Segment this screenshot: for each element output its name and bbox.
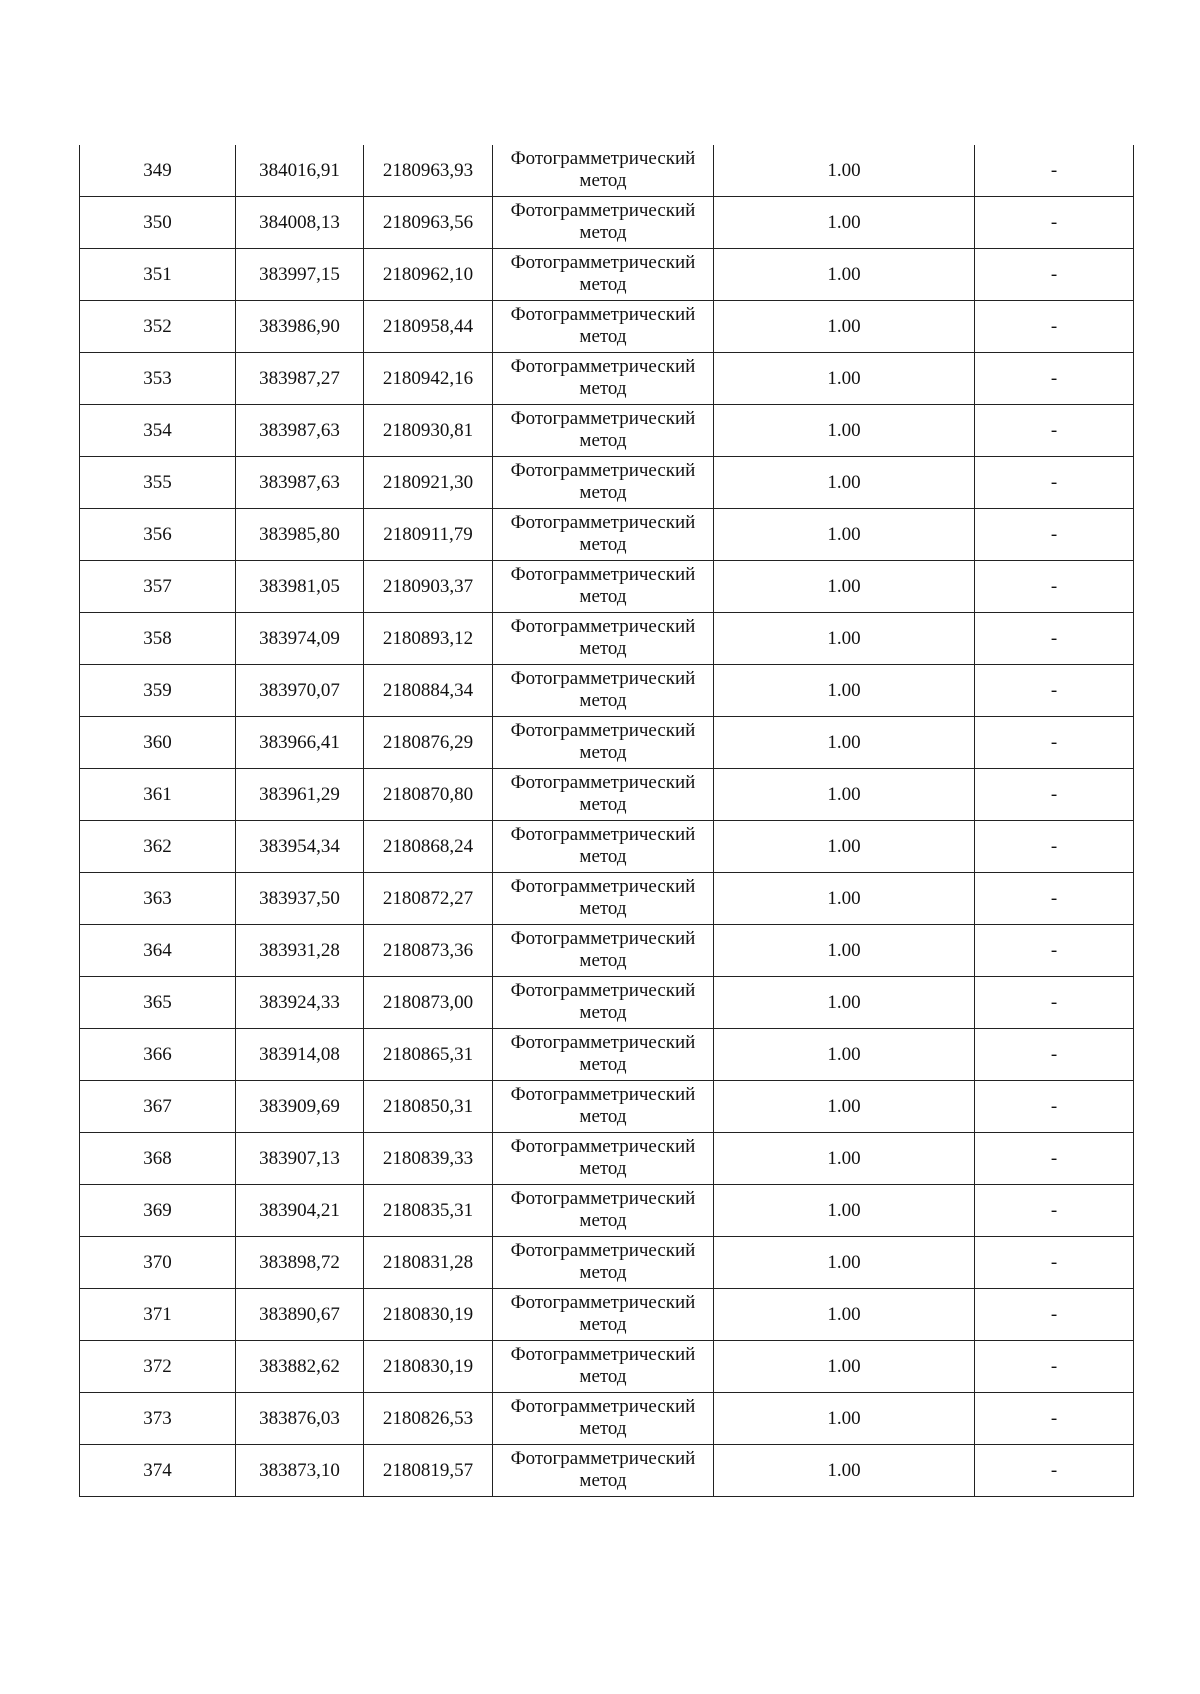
method-line-1: Фотограмметрический bbox=[510, 251, 696, 273]
accuracy-cell: 1.00 bbox=[714, 1185, 975, 1237]
x-coordinate-cell: 383981,05 bbox=[236, 561, 364, 613]
x-coordinate-cell: 383890,67 bbox=[236, 1289, 364, 1341]
point-number-cell: 367 bbox=[80, 1081, 236, 1133]
method-line-2: метод bbox=[579, 845, 627, 867]
method-cell bbox=[493, 145, 714, 197]
method-line-1: Фотограмметрический bbox=[510, 875, 696, 897]
method-line-2: метод bbox=[579, 325, 627, 347]
note-cell: - bbox=[975, 977, 1134, 1029]
x-coordinate-cell: 383970,07 bbox=[236, 665, 364, 717]
table-row bbox=[80, 509, 1134, 561]
method-line-2: метод bbox=[579, 1365, 627, 1387]
note-cell: - bbox=[975, 197, 1134, 249]
method-line-1: Фотограмметрический bbox=[510, 1083, 696, 1105]
method-cell bbox=[493, 821, 714, 873]
method-line-1: Фотограмметрический bbox=[510, 1343, 696, 1365]
table-row bbox=[80, 1185, 1134, 1237]
method-line-2: метод bbox=[579, 273, 627, 295]
accuracy-cell: 1.00 bbox=[714, 353, 975, 405]
method-line-2: метод bbox=[579, 1313, 627, 1335]
method-cell bbox=[493, 665, 714, 717]
y-coordinate-cell: 2180903,37 bbox=[364, 561, 493, 613]
table-row bbox=[80, 1029, 1134, 1081]
table-row bbox=[80, 925, 1134, 977]
method-line-2: метод bbox=[579, 793, 627, 815]
method-line-1: Фотограмметрический bbox=[510, 511, 696, 533]
x-coordinate-cell: 383924,33 bbox=[236, 977, 364, 1029]
method-line-2: метод bbox=[579, 377, 627, 399]
table-row bbox=[80, 1341, 1134, 1393]
point-number-cell: 350 bbox=[80, 197, 236, 249]
method-line-2: метод bbox=[579, 169, 627, 191]
note-cell: - bbox=[975, 145, 1134, 197]
accuracy-cell: 1.00 bbox=[714, 145, 975, 197]
accuracy-cell: 1.00 bbox=[714, 613, 975, 665]
table-row bbox=[80, 561, 1134, 613]
method-cell bbox=[493, 1081, 714, 1133]
method-cell bbox=[493, 613, 714, 665]
y-coordinate-cell: 2180876,29 bbox=[364, 717, 493, 769]
method-line-1: Фотограмметрический bbox=[510, 1135, 696, 1157]
y-coordinate-cell: 2180835,31 bbox=[364, 1185, 493, 1237]
method-line-1: Фотограмметрический bbox=[510, 1395, 696, 1417]
accuracy-cell: 1.00 bbox=[714, 561, 975, 613]
point-number-cell: 370 bbox=[80, 1237, 236, 1289]
y-coordinate-cell: 2180819,57 bbox=[364, 1445, 493, 1497]
method-line-1: Фотограмметрический bbox=[510, 927, 696, 949]
table-row bbox=[80, 457, 1134, 509]
note-cell: - bbox=[975, 925, 1134, 977]
note-cell: - bbox=[975, 1081, 1134, 1133]
method-cell bbox=[493, 509, 714, 561]
table-row bbox=[80, 613, 1134, 665]
method-line-2: метод bbox=[579, 1261, 627, 1283]
note-cell: - bbox=[975, 405, 1134, 457]
method-cell bbox=[493, 925, 714, 977]
accuracy-cell: 1.00 bbox=[714, 977, 975, 1029]
x-coordinate-cell: 383974,09 bbox=[236, 613, 364, 665]
table-row bbox=[80, 1133, 1134, 1185]
method-line-1: Фотограмметрический bbox=[510, 407, 696, 429]
table-row bbox=[80, 1393, 1134, 1445]
x-coordinate-cell: 384016,91 bbox=[236, 145, 364, 197]
note-cell: - bbox=[975, 665, 1134, 717]
method-cell bbox=[493, 561, 714, 613]
x-coordinate-cell: 383954,34 bbox=[236, 821, 364, 873]
table-row bbox=[80, 821, 1134, 873]
note-cell: - bbox=[975, 1341, 1134, 1393]
method-line-1: Фотограмметрический bbox=[510, 1031, 696, 1053]
accuracy-cell: 1.00 bbox=[714, 717, 975, 769]
note-cell: - bbox=[975, 1445, 1134, 1497]
note-cell: - bbox=[975, 301, 1134, 353]
method-line-1: Фотограмметрический bbox=[510, 303, 696, 325]
point-number-cell: 351 bbox=[80, 249, 236, 301]
method-line-1: Фотограмметрический bbox=[510, 1239, 696, 1261]
x-coordinate-cell: 383876,03 bbox=[236, 1393, 364, 1445]
method-line-1: Фотограмметрический bbox=[510, 1187, 696, 1209]
method-line-2: метод bbox=[579, 585, 627, 607]
point-number-cell: 368 bbox=[80, 1133, 236, 1185]
method-line-1: Фотограмметрический bbox=[510, 615, 696, 637]
method-cell bbox=[493, 1185, 714, 1237]
accuracy-cell: 1.00 bbox=[714, 249, 975, 301]
x-coordinate-cell: 383987,63 bbox=[236, 405, 364, 457]
method-line-1: Фотограмметрический bbox=[510, 199, 696, 221]
method-line-1: Фотограмметрический bbox=[510, 1291, 696, 1313]
point-number-cell: 366 bbox=[80, 1029, 236, 1081]
table-row bbox=[80, 405, 1134, 457]
accuracy-cell: 1.00 bbox=[714, 509, 975, 561]
method-cell bbox=[493, 1029, 714, 1081]
note-cell: - bbox=[975, 249, 1134, 301]
method-line-2: метод bbox=[579, 1001, 627, 1023]
coordinates-table bbox=[79, 145, 1134, 1497]
accuracy-cell: 1.00 bbox=[714, 665, 975, 717]
x-coordinate-cell: 383997,15 bbox=[236, 249, 364, 301]
table-row bbox=[80, 301, 1134, 353]
accuracy-cell: 1.00 bbox=[714, 405, 975, 457]
note-cell: - bbox=[975, 613, 1134, 665]
y-coordinate-cell: 2180826,53 bbox=[364, 1393, 493, 1445]
method-line-1: Фотограмметрический bbox=[510, 667, 696, 689]
method-line-1: Фотограмметрический bbox=[510, 355, 696, 377]
method-line-1: Фотограмметрический bbox=[510, 563, 696, 585]
x-coordinate-cell: 383931,28 bbox=[236, 925, 364, 977]
method-line-1: Фотограмметрический bbox=[510, 1447, 696, 1469]
method-line-2: метод bbox=[579, 637, 627, 659]
accuracy-cell: 1.00 bbox=[714, 769, 975, 821]
y-coordinate-cell: 2180839,33 bbox=[364, 1133, 493, 1185]
method-line-2: метод bbox=[579, 429, 627, 451]
y-coordinate-cell: 2180884,34 bbox=[364, 665, 493, 717]
point-number-cell: 352 bbox=[80, 301, 236, 353]
table-row bbox=[80, 1081, 1134, 1133]
table-row bbox=[80, 1237, 1134, 1289]
method-cell bbox=[493, 301, 714, 353]
x-coordinate-cell: 383914,08 bbox=[236, 1029, 364, 1081]
point-number-cell: 364 bbox=[80, 925, 236, 977]
note-cell: - bbox=[975, 457, 1134, 509]
x-coordinate-cell: 383987,63 bbox=[236, 457, 364, 509]
x-coordinate-cell: 384008,13 bbox=[236, 197, 364, 249]
point-number-cell: 360 bbox=[80, 717, 236, 769]
method-line-2: метод bbox=[579, 741, 627, 763]
y-coordinate-cell: 2180893,12 bbox=[364, 613, 493, 665]
note-cell: - bbox=[975, 873, 1134, 925]
point-number-cell: 356 bbox=[80, 509, 236, 561]
point-number-cell: 358 bbox=[80, 613, 236, 665]
method-cell bbox=[493, 717, 714, 769]
note-cell: - bbox=[975, 1029, 1134, 1081]
y-coordinate-cell: 2180921,30 bbox=[364, 457, 493, 509]
point-number-cell: 357 bbox=[80, 561, 236, 613]
x-coordinate-cell: 383987,27 bbox=[236, 353, 364, 405]
point-number-cell: 363 bbox=[80, 873, 236, 925]
x-coordinate-cell: 383873,10 bbox=[236, 1445, 364, 1497]
method-cell bbox=[493, 457, 714, 509]
point-number-cell: 362 bbox=[80, 821, 236, 873]
method-line-1: Фотограмметрический bbox=[510, 719, 696, 741]
point-number-cell: 353 bbox=[80, 353, 236, 405]
method-cell bbox=[493, 1393, 714, 1445]
y-coordinate-cell: 2180963,93 bbox=[364, 145, 493, 197]
note-cell: - bbox=[975, 509, 1134, 561]
accuracy-cell: 1.00 bbox=[714, 1445, 975, 1497]
method-cell bbox=[493, 977, 714, 1029]
accuracy-cell: 1.00 bbox=[714, 1237, 975, 1289]
method-cell bbox=[493, 873, 714, 925]
method-cell bbox=[493, 405, 714, 457]
point-number-cell: 359 bbox=[80, 665, 236, 717]
table-row bbox=[80, 145, 1134, 197]
point-number-cell: 369 bbox=[80, 1185, 236, 1237]
y-coordinate-cell: 2180942,16 bbox=[364, 353, 493, 405]
y-coordinate-cell: 2180830,19 bbox=[364, 1341, 493, 1393]
x-coordinate-cell: 383966,41 bbox=[236, 717, 364, 769]
method-cell bbox=[493, 1237, 714, 1289]
method-line-2: метод bbox=[579, 1053, 627, 1075]
method-line-2: метод bbox=[579, 897, 627, 919]
accuracy-cell: 1.00 bbox=[714, 873, 975, 925]
method-line-2: метод bbox=[579, 1105, 627, 1127]
method-line-1: Фотограмметрический bbox=[510, 979, 696, 1001]
table-row bbox=[80, 1289, 1134, 1341]
method-cell bbox=[493, 769, 714, 821]
method-line-2: метод bbox=[579, 1209, 627, 1231]
note-cell: - bbox=[975, 821, 1134, 873]
x-coordinate-cell: 383961,29 bbox=[236, 769, 364, 821]
point-number-cell: 355 bbox=[80, 457, 236, 509]
accuracy-cell: 1.00 bbox=[714, 925, 975, 977]
y-coordinate-cell: 2180870,80 bbox=[364, 769, 493, 821]
y-coordinate-cell: 2180873,36 bbox=[364, 925, 493, 977]
accuracy-cell: 1.00 bbox=[714, 1341, 975, 1393]
method-cell bbox=[493, 1445, 714, 1497]
note-cell: - bbox=[975, 1237, 1134, 1289]
table-row bbox=[80, 873, 1134, 925]
method-cell bbox=[493, 353, 714, 405]
x-coordinate-cell: 383904,21 bbox=[236, 1185, 364, 1237]
point-number-cell: 365 bbox=[80, 977, 236, 1029]
x-coordinate-cell: 383882,62 bbox=[236, 1341, 364, 1393]
method-line-1: Фотограмметрический bbox=[510, 771, 696, 793]
note-cell: - bbox=[975, 1185, 1134, 1237]
x-coordinate-cell: 383907,13 bbox=[236, 1133, 364, 1185]
method-cell bbox=[493, 249, 714, 301]
method-line-2: метод bbox=[579, 481, 627, 503]
method-line-1: Фотограмметрический bbox=[510, 459, 696, 481]
note-cell: - bbox=[975, 1133, 1134, 1185]
accuracy-cell: 1.00 bbox=[714, 301, 975, 353]
x-coordinate-cell: 383986,90 bbox=[236, 301, 364, 353]
accuracy-cell: 1.00 bbox=[714, 1133, 975, 1185]
table-row bbox=[80, 769, 1134, 821]
note-cell: - bbox=[975, 769, 1134, 821]
point-number-cell: 371 bbox=[80, 1289, 236, 1341]
point-number-cell: 354 bbox=[80, 405, 236, 457]
method-line-2: метод bbox=[579, 949, 627, 971]
accuracy-cell: 1.00 bbox=[714, 1393, 975, 1445]
y-coordinate-cell: 2180831,28 bbox=[364, 1237, 493, 1289]
x-coordinate-cell: 383898,72 bbox=[236, 1237, 364, 1289]
note-cell: - bbox=[975, 1393, 1134, 1445]
point-number-cell: 372 bbox=[80, 1341, 236, 1393]
table-row bbox=[80, 977, 1134, 1029]
point-number-cell: 374 bbox=[80, 1445, 236, 1497]
method-line-2: метод bbox=[579, 1157, 627, 1179]
y-coordinate-cell: 2180958,44 bbox=[364, 301, 493, 353]
y-coordinate-cell: 2180962,10 bbox=[364, 249, 493, 301]
accuracy-cell: 1.00 bbox=[714, 197, 975, 249]
x-coordinate-cell: 383937,50 bbox=[236, 873, 364, 925]
method-line-2: метод bbox=[579, 533, 627, 555]
method-line-1: Фотограмметрический bbox=[510, 823, 696, 845]
method-cell bbox=[493, 1341, 714, 1393]
table-row bbox=[80, 665, 1134, 717]
note-cell: - bbox=[975, 353, 1134, 405]
accuracy-cell: 1.00 bbox=[714, 1081, 975, 1133]
method-line-2: метод bbox=[579, 1469, 627, 1491]
accuracy-cell: 1.00 bbox=[714, 1289, 975, 1341]
accuracy-cell: 1.00 bbox=[714, 1029, 975, 1081]
y-coordinate-cell: 2180963,56 bbox=[364, 197, 493, 249]
x-coordinate-cell: 383909,69 bbox=[236, 1081, 364, 1133]
method-cell bbox=[493, 197, 714, 249]
accuracy-cell: 1.00 bbox=[714, 821, 975, 873]
method-cell bbox=[493, 1289, 714, 1341]
table-body bbox=[80, 145, 1134, 1497]
method-cell bbox=[493, 1133, 714, 1185]
y-coordinate-cell: 2180930,81 bbox=[364, 405, 493, 457]
y-coordinate-cell: 2180865,31 bbox=[364, 1029, 493, 1081]
accuracy-cell: 1.00 bbox=[714, 457, 975, 509]
note-cell: - bbox=[975, 1289, 1134, 1341]
table-row bbox=[80, 353, 1134, 405]
table-row bbox=[80, 717, 1134, 769]
y-coordinate-cell: 2180911,79 bbox=[364, 509, 493, 561]
note-cell: - bbox=[975, 717, 1134, 769]
y-coordinate-cell: 2180873,00 bbox=[364, 977, 493, 1029]
method-line-1: Фотограмметрический bbox=[510, 147, 696, 169]
y-coordinate-cell: 2180850,31 bbox=[364, 1081, 493, 1133]
x-coordinate-cell: 383985,80 bbox=[236, 509, 364, 561]
point-number-cell: 373 bbox=[80, 1393, 236, 1445]
note-cell: - bbox=[975, 561, 1134, 613]
point-number-cell: 349 bbox=[80, 145, 236, 197]
y-coordinate-cell: 2180872,27 bbox=[364, 873, 493, 925]
y-coordinate-cell: 2180868,24 bbox=[364, 821, 493, 873]
table-row bbox=[80, 1445, 1134, 1497]
table-row bbox=[80, 197, 1134, 249]
method-line-2: метод bbox=[579, 689, 627, 711]
point-number-cell: 361 bbox=[80, 769, 236, 821]
method-line-2: метод bbox=[579, 221, 627, 243]
method-line-2: метод bbox=[579, 1417, 627, 1439]
y-coordinate-cell: 2180830,19 bbox=[364, 1289, 493, 1341]
table-row bbox=[80, 249, 1134, 301]
